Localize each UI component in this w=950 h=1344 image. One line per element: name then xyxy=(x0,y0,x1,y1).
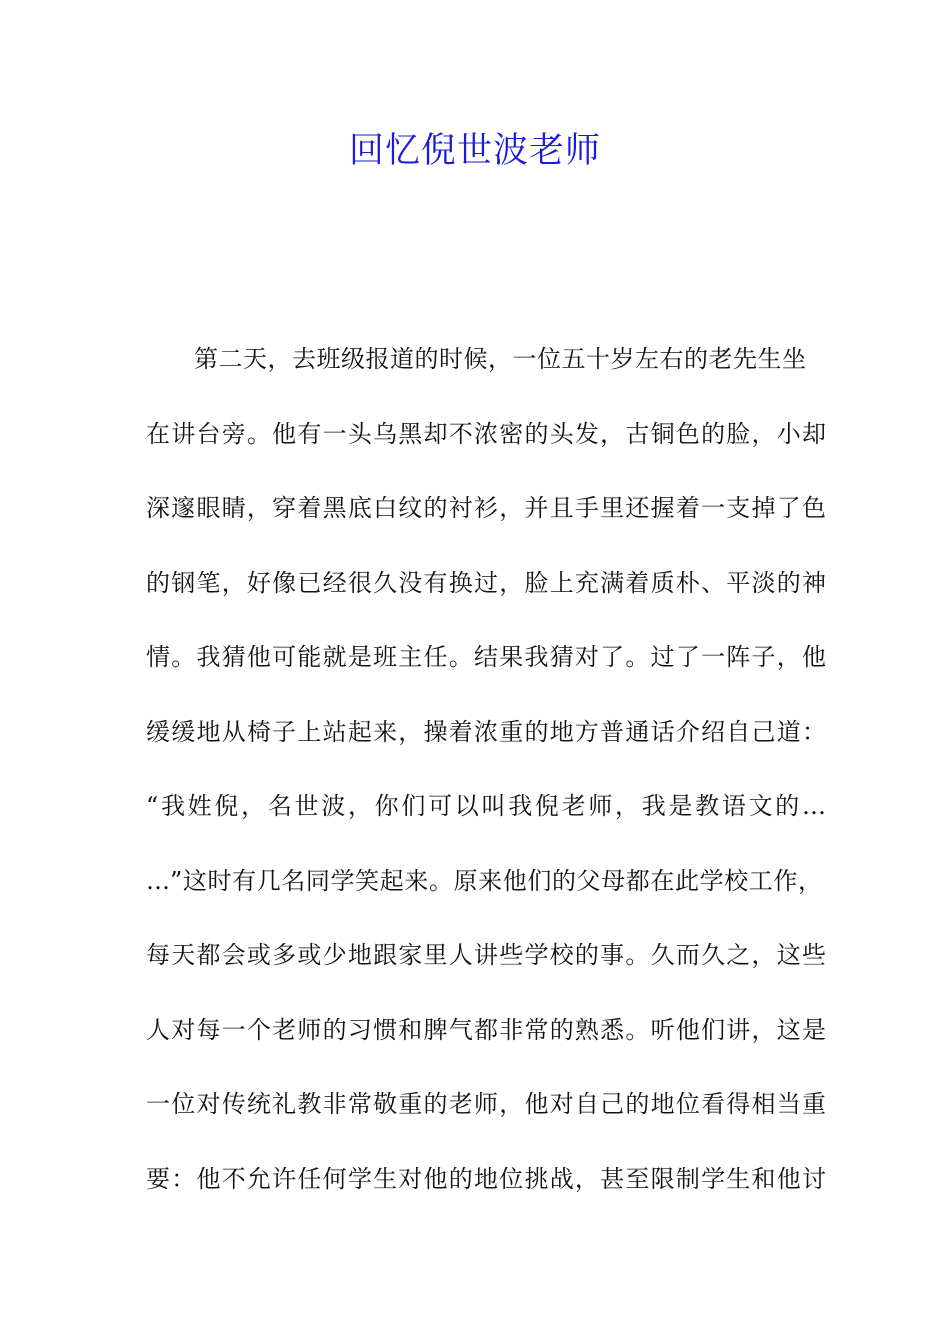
paragraph-line-1: 第二天，去班级报道的时候，一位五十岁左右的老先生坐 xyxy=(194,345,806,373)
document-title: 回忆倪世波老师 xyxy=(348,131,601,171)
paragraph-line-2: 在讲台旁。他有一头乌黑却不浓密的头发，古铜色的脸，小却 xyxy=(146,420,826,448)
paragraph-line-10: 人对每一个老师的习惯和脾气都非常的熟悉。听他们讲，这是 xyxy=(146,1016,826,1044)
paragraph-line-11: 一位对传统礼教非常敬重的老师，他对自己的地位看得相当重 xyxy=(146,1090,826,1118)
paragraph-line-4: 的钢笔，好像已经很久没有换过，脸上充满着质朴、平淡的神 xyxy=(146,569,826,597)
paragraph-line-12: 要：他不允许任何学生对他的地位挑战，甚至限制学生和他讨 xyxy=(146,1165,826,1193)
paragraph-line-7: “我姓倪，名世波，你们可以叫我倪老师，我是教语文的… xyxy=(146,792,826,820)
paragraph-line-3: 深邃眼睛，穿着黑底白纹的衬衫，并且手里还握着一支掉了色 xyxy=(146,494,826,522)
paragraph-line-6: 缓缓地从椅子上站起来，操着浓重的地方普通话介绍自己道： xyxy=(146,718,826,746)
paragraph-line-8: …”这时有几名同学笑起来。原来他们的父母都在此学校工作， xyxy=(146,867,822,895)
paragraph-line-5: 情。我猜他可能就是班主任。结果我猜对了。过了一阵子，他 xyxy=(146,643,826,671)
paragraph-line-9: 每天都会或多或少地跟家里人讲些学校的事。久而久之，这些 xyxy=(146,941,826,969)
